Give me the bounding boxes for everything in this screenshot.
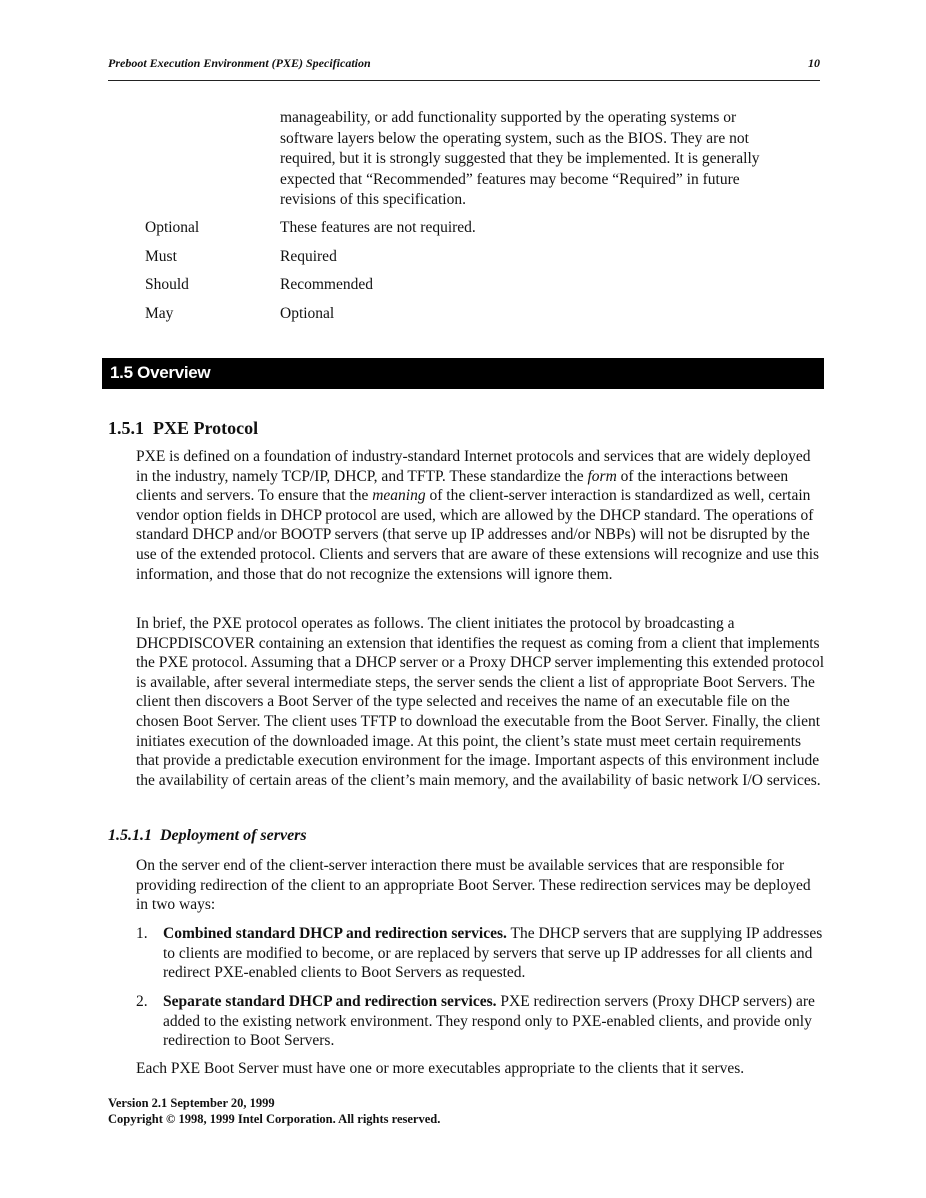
subsection-title: PXE Protocol bbox=[153, 418, 259, 438]
emphasis-meaning: meaning bbox=[372, 487, 426, 505]
list-item-lead: Combined standard DHCP and redirection services. bbox=[163, 925, 507, 942]
footer-copyright: Copyright © 1998, 1999 Intel Corporation. All rights reserved. bbox=[108, 1111, 441, 1126]
definition-term: Should bbox=[145, 276, 189, 293]
definition-description: Required bbox=[280, 248, 337, 265]
list-number: 2. bbox=[136, 993, 148, 1010]
paragraph-text: of the interactions between clients and servers. To ensure that the bbox=[136, 467, 789, 505]
footer-version: Version 2.1 September 20, 1999 bbox=[108, 1096, 275, 1110]
paragraph-text: of the client-server interaction is standardized as well, certain vendor option fields in DHCP protocol are used, which are allowed by the DHCP standard. The operations of standard DHCP and/or BOOTP servers (that serve up IP addresses and/or NBPs) will not be disrupted by the use of the extended protocol. Clients and servers that are aware of these extensions will recognize and use this information, and those that do not recognize the extensions will ignore them. bbox=[136, 487, 820, 583]
subsubsection-number: 1.5.1.1 bbox=[108, 827, 152, 844]
paragraph: Each PXE Boot Server must have one or more executables appropriate to the clients that it serves. bbox=[136, 1060, 745, 1077]
definition-term: Must bbox=[145, 248, 177, 265]
list-item-text: The DHCP servers that are supplying IP addresses to clients are modified to become, or are replaced by servers that serve up IP addresses for all clients and redirect PXE-enabled clients to Boot Servers as requested. bbox=[163, 925, 823, 982]
paragraph bbox=[136, 447, 826, 584]
paragraph: On the server end of the client-server interaction there must be available services that are responsible for providing redirection of the client to an appropriate Boot Server. These redirection services may be deployed in two ways: bbox=[136, 857, 811, 914]
paragraph: In brief, the PXE protocol operates as follows. The client initiates the protocol by broadcasting a DHCPDISCOVER containing an extension that identifies the request as coming from a client that implements the PXE protocol. Assuming that a DHCP server or a Proxy DHCP server implementing this extended protocol is available, after several intermediate steps, the server sends the client a list of appropriate Boot Servers. The client then discovers a Boot Server of the type selected and receives the name of an executable file on the chosen Boot Server. The client uses TFTP to download the executable from the Boot Server. Finally, the client initiates execution of the downloaded image. At this point, the client’s state must meet certain requirements that provide a predictable execution environment for the image. Important aspects of this environment include the availability of certain areas of the client’s main memory, and the availability of basic network I/O services. bbox=[136, 615, 825, 789]
running-header-title: Preboot Execution Environment (PXE) Specification bbox=[108, 56, 371, 70]
definition-description: These features are not required. bbox=[280, 219, 476, 236]
list-item-text: PXE redirection servers (Proxy DHCP servers) are added to the existing network environment. They respond only to PXE-enabled clients, and provide only redirection to Boot Servers. bbox=[163, 993, 815, 1050]
page-footer bbox=[108, 1096, 440, 1127]
definition-continued-text: manageability, or add functionality supported by the operating systems or software layers below the operating system, such as the BIOS. They are not required, but it is strongly suggested that they be implemented. It is generally expected that “Recommended” features may become “Required” in future revisions of this specification. bbox=[280, 109, 760, 209]
emphasis-form: form bbox=[587, 467, 617, 485]
definition-term: Optional bbox=[145, 219, 200, 236]
section-heading: 1.5 Overview bbox=[110, 363, 211, 382]
list-number: 1. bbox=[136, 925, 148, 942]
definition-description: Recommended bbox=[280, 276, 373, 293]
subsection-heading bbox=[108, 418, 258, 439]
paragraph-text: PXE is defined on a foundation of industry-standard Internet protocols and services that are widely deployed in the industry, namely TCP/IP, DHCP, and TFTP. These standardize the bbox=[136, 448, 811, 485]
page-number: 10 bbox=[808, 56, 820, 70]
subsubsection-heading bbox=[108, 827, 307, 845]
subsubsection-title: Deployment of servers bbox=[160, 827, 307, 844]
list-item-lead: Separate standard DHCP and redirection services. bbox=[163, 993, 497, 1010]
definition-term: May bbox=[145, 305, 174, 322]
subsection-number: 1.5.1 bbox=[108, 418, 144, 438]
header-rule bbox=[108, 80, 820, 81]
definition-description: Optional bbox=[280, 305, 335, 322]
